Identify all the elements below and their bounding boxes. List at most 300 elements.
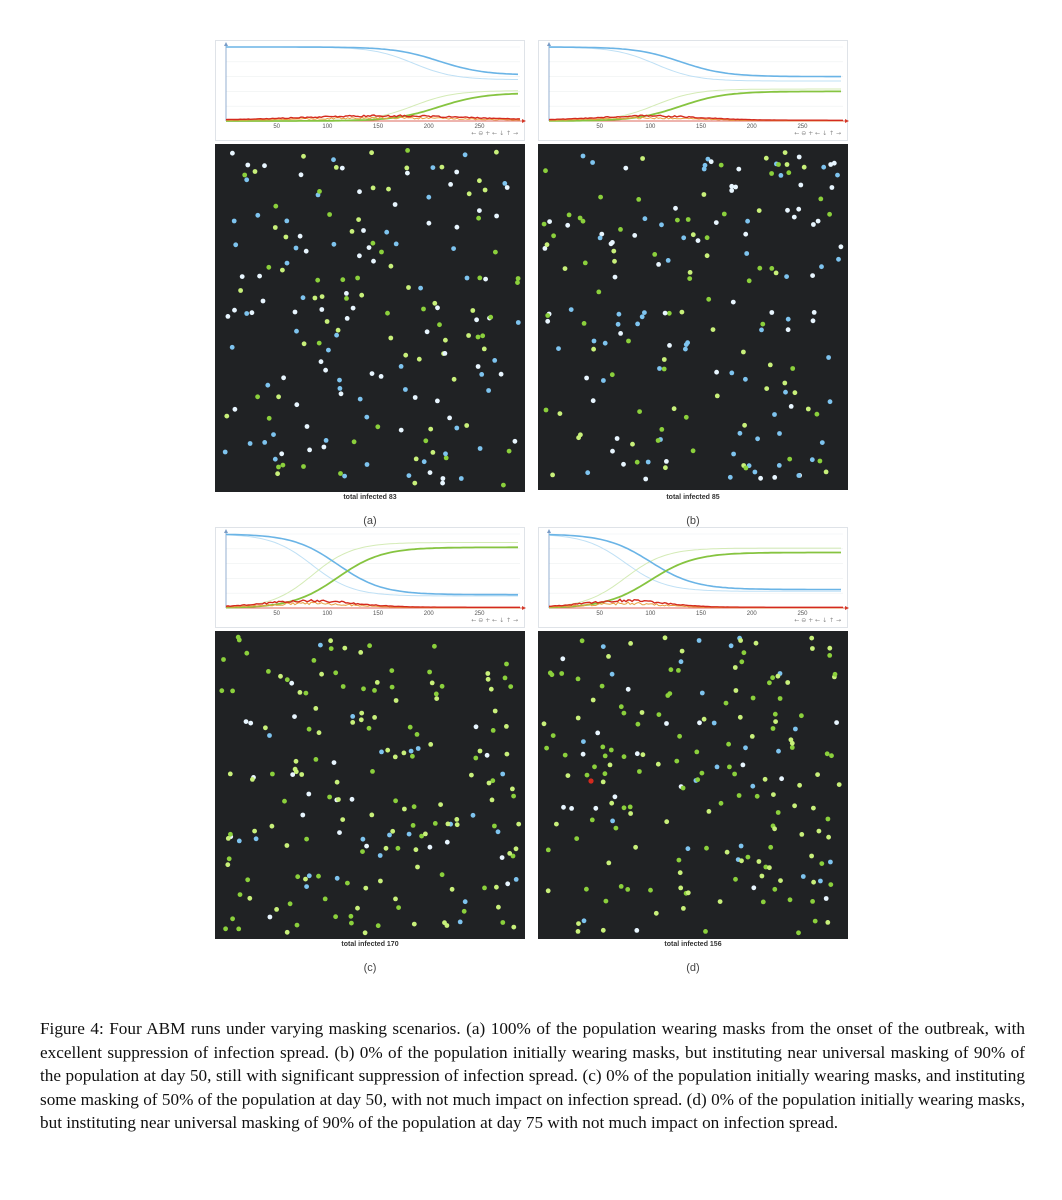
susceptible-agent bbox=[367, 245, 372, 250]
recovered-agent bbox=[614, 826, 619, 831]
recovered-agent bbox=[787, 457, 792, 462]
recovered-agent bbox=[470, 308, 475, 313]
susceptible-agent bbox=[289, 681, 294, 686]
susceptible-agent bbox=[729, 188, 734, 193]
recovered-agent bbox=[433, 821, 438, 826]
recovered-agent bbox=[294, 759, 299, 764]
recovered-agent bbox=[228, 772, 233, 777]
recovered-agent bbox=[809, 854, 814, 859]
susceptible-agent bbox=[394, 242, 399, 247]
recovered-agent bbox=[494, 885, 499, 890]
susceptible-agent bbox=[697, 638, 702, 643]
recovered-agent bbox=[733, 665, 738, 670]
recovered-agent bbox=[242, 173, 247, 178]
susceptible-agent bbox=[331, 157, 336, 162]
recovered-agent bbox=[489, 687, 494, 692]
recovered-agent bbox=[652, 252, 657, 257]
recovered-agent bbox=[493, 250, 498, 255]
recovered-agent bbox=[414, 847, 419, 852]
recovered-agent bbox=[285, 843, 290, 848]
recovered-agent bbox=[576, 677, 581, 682]
recovered-agent bbox=[767, 680, 772, 685]
susceptible-agent bbox=[595, 731, 600, 736]
recovered-agent bbox=[255, 394, 260, 399]
recovered-agent bbox=[402, 807, 407, 812]
recovered-agent bbox=[628, 805, 633, 810]
recovered-agent bbox=[359, 717, 364, 722]
simulation-view-b bbox=[538, 144, 848, 490]
recovered-agent bbox=[288, 901, 293, 906]
susceptible-agent bbox=[370, 371, 375, 376]
susceptible-agent bbox=[399, 364, 404, 369]
susceptible-agent bbox=[294, 246, 299, 251]
susceptible-agent bbox=[465, 276, 470, 281]
recovered-agent bbox=[747, 278, 752, 283]
recovered-agent bbox=[430, 681, 435, 686]
recovered-agent bbox=[247, 896, 252, 901]
susceptible-agent bbox=[686, 846, 691, 851]
x-tick-label: 250 bbox=[797, 611, 808, 617]
recovered-agent bbox=[715, 394, 720, 399]
recovered-agent bbox=[619, 884, 624, 889]
recovered-ghost-line bbox=[549, 89, 841, 121]
recovered-agent bbox=[546, 848, 551, 853]
recovered-agent bbox=[516, 822, 521, 827]
recovered-agent bbox=[550, 672, 555, 677]
susceptible-agent bbox=[378, 853, 383, 858]
susceptible-agent bbox=[474, 724, 479, 729]
recovered-agent bbox=[680, 649, 685, 654]
susceptible-agent bbox=[739, 844, 744, 849]
susceptible-agent bbox=[337, 378, 342, 383]
susceptible-agent bbox=[479, 372, 484, 377]
susceptible-agent bbox=[407, 832, 412, 837]
recovered-agent bbox=[317, 189, 322, 194]
susceptible-agent bbox=[244, 177, 249, 182]
susceptible-agent bbox=[640, 314, 645, 319]
susceptible-agent bbox=[828, 399, 833, 404]
recovered-agent bbox=[733, 877, 738, 882]
susceptible-agent bbox=[683, 347, 688, 352]
recovered-agent bbox=[737, 793, 742, 798]
susceptible-agent bbox=[581, 752, 586, 757]
recovered-agent bbox=[405, 148, 410, 153]
susceptible-agent bbox=[657, 366, 662, 371]
recovered-agent bbox=[576, 921, 581, 926]
recovered-agent bbox=[640, 156, 645, 161]
recovered-agent bbox=[558, 411, 563, 416]
recovered-agent bbox=[757, 266, 762, 271]
recovered-agent bbox=[483, 188, 488, 193]
recovered-agent bbox=[427, 670, 432, 675]
susceptible-agent bbox=[459, 476, 464, 481]
recovered-agent bbox=[486, 677, 491, 682]
susceptible-agent bbox=[232, 308, 237, 313]
recovered-agent bbox=[772, 826, 777, 831]
recovered-agent bbox=[751, 696, 756, 701]
susceptible-agent bbox=[494, 214, 499, 219]
recovered-agent bbox=[371, 241, 376, 246]
susceptible-agent bbox=[750, 784, 755, 789]
recovered-agent bbox=[825, 920, 830, 925]
susceptible-agent bbox=[634, 928, 639, 933]
recovered-agent bbox=[809, 636, 814, 641]
recovered-agent bbox=[507, 851, 512, 856]
recovered-agent bbox=[545, 242, 550, 247]
susceptible-agent bbox=[425, 329, 430, 334]
susceptible-agent bbox=[350, 797, 355, 802]
recovered-agent bbox=[385, 748, 390, 753]
recovered-agent bbox=[827, 646, 832, 651]
recovered-agent bbox=[677, 734, 682, 739]
recovered-agent bbox=[611, 249, 616, 254]
recovered-agent bbox=[703, 929, 708, 934]
recovered-agent bbox=[370, 769, 375, 774]
recovered-agent bbox=[818, 197, 823, 202]
recovered-agent bbox=[776, 162, 781, 167]
simulation-view-a bbox=[215, 144, 525, 492]
total-infected-b: total infected 85 bbox=[666, 494, 720, 501]
susceptible-agent bbox=[233, 242, 238, 247]
recovered-agent bbox=[389, 668, 394, 673]
recovered-agent bbox=[273, 225, 278, 230]
recovered-agent bbox=[662, 367, 667, 372]
susceptible-agent bbox=[257, 274, 262, 279]
recovered-agent bbox=[384, 846, 389, 851]
susceptible-agent bbox=[233, 407, 238, 412]
recovered-agent bbox=[799, 713, 804, 718]
susceptible-agent bbox=[323, 368, 328, 373]
susceptible-agent bbox=[273, 457, 278, 462]
susceptible-agent bbox=[643, 216, 648, 221]
recovered-agent bbox=[443, 338, 448, 343]
recovered-agent bbox=[691, 232, 696, 237]
susceptible-agent bbox=[664, 459, 669, 464]
recovered-agent bbox=[355, 276, 360, 281]
susceptible-agent bbox=[393, 202, 398, 207]
recovered-agent bbox=[677, 858, 682, 863]
recovered-agent bbox=[610, 372, 615, 377]
recovered-agent bbox=[333, 670, 338, 675]
recovered-agent bbox=[774, 271, 779, 276]
recovered-agent bbox=[702, 192, 707, 197]
susceptible-agent bbox=[592, 339, 597, 344]
recovered-agent bbox=[760, 874, 765, 879]
recovered-agent bbox=[245, 877, 250, 882]
recovered-agent bbox=[344, 296, 349, 301]
recovered-agent bbox=[340, 277, 345, 282]
x-tick-label: 250 bbox=[474, 124, 485, 130]
susceptible-agent bbox=[581, 739, 586, 744]
susceptible-agent bbox=[828, 860, 833, 865]
susceptible-agent bbox=[335, 876, 340, 881]
susceptible-agent bbox=[505, 185, 510, 190]
x-axis-arrow-icon bbox=[845, 606, 849, 610]
recovered-agent bbox=[446, 822, 451, 827]
susceptible-line bbox=[549, 535, 841, 590]
recovered-agent bbox=[662, 357, 667, 362]
recovered-agent bbox=[263, 725, 268, 730]
susceptible-agent bbox=[255, 213, 260, 218]
susceptible-agent bbox=[254, 836, 259, 841]
recovered-agent bbox=[785, 680, 790, 685]
recovered-agent bbox=[750, 734, 755, 739]
recovered-agent bbox=[702, 717, 707, 722]
recovered-agent bbox=[585, 773, 590, 778]
recovered-agent bbox=[358, 650, 363, 655]
recovered-agent bbox=[669, 667, 674, 672]
recovered-agent bbox=[378, 879, 383, 884]
recovered-agent bbox=[412, 804, 417, 809]
recovered-agent bbox=[739, 659, 744, 664]
recovered-agent bbox=[412, 922, 417, 927]
x-tick-label: 200 bbox=[423, 124, 434, 130]
recovered-agent bbox=[338, 471, 343, 476]
recovered-agent bbox=[625, 887, 630, 892]
recovered-agent bbox=[390, 685, 395, 690]
recovered-agent bbox=[687, 276, 692, 281]
recovered-agent bbox=[236, 927, 241, 932]
recovered-agent bbox=[510, 787, 515, 792]
recovered-agent bbox=[340, 817, 345, 822]
susceptible-agent bbox=[729, 184, 734, 189]
recovered-agent bbox=[320, 294, 325, 299]
susceptible-agent bbox=[769, 310, 774, 315]
sir-chart-svg-d bbox=[539, 528, 849, 629]
recovered-agent bbox=[744, 466, 749, 471]
recovered-agent bbox=[480, 333, 485, 338]
susceptible-agent bbox=[659, 222, 664, 227]
susceptible-agent bbox=[271, 432, 276, 437]
recovered-agent bbox=[678, 886, 683, 891]
recovered-agent bbox=[799, 832, 804, 837]
recovered-agent bbox=[734, 688, 739, 693]
recovered-agent bbox=[504, 662, 509, 667]
recovered-agent bbox=[778, 696, 783, 701]
susceptible-agent bbox=[379, 750, 384, 755]
susceptible-agent bbox=[384, 230, 389, 235]
susceptible-agent bbox=[743, 745, 748, 750]
recovered-agent bbox=[837, 782, 842, 787]
recovered-agent bbox=[667, 311, 672, 316]
figure-caption: Figure 4: Four ABM runs under varying masking scenarios. (a) 100% of the population wearing masks from the onset of the outbreak, with excellent suppression of infection spread. (b) 0% of the population initially wearing masks, but instituting near universal masking of 90% of the population at day 50, still with significant suppression of infection spread. (c) 0% of the population initially wearing masks, and instituting some masking of 50% of the population at day 50, with not much impact on infection spread. (d) 0% of the population initially wearing masks, but instituting near universal masking of 90% of the population at day 75 with not much impact on infection spread. bbox=[40, 1019, 1025, 1132]
susceptible-agent bbox=[245, 163, 250, 168]
recovered-agent bbox=[334, 165, 339, 170]
recovered-agent bbox=[738, 638, 743, 643]
recovered-agent bbox=[375, 424, 380, 429]
recovered-agent bbox=[776, 674, 781, 679]
susceptible-agent bbox=[681, 235, 686, 240]
x-tick-label: 100 bbox=[322, 124, 333, 130]
recovered-agent bbox=[267, 416, 272, 421]
recovered-agent bbox=[500, 920, 505, 925]
recovered-agent bbox=[628, 641, 633, 646]
susceptible-agent bbox=[365, 462, 370, 467]
recovered-agent bbox=[434, 692, 439, 697]
recovered-agent bbox=[327, 212, 332, 217]
recovered-agent bbox=[329, 646, 334, 651]
recovered-agent bbox=[285, 677, 290, 682]
susceptible-agent bbox=[560, 656, 565, 661]
susceptible-agent bbox=[500, 772, 505, 777]
recovered-agent bbox=[663, 635, 668, 640]
recovered-agent bbox=[771, 726, 776, 731]
susceptible-agent bbox=[821, 165, 826, 170]
susceptible-agent bbox=[244, 311, 249, 316]
recovered-agent bbox=[828, 882, 833, 887]
recovered-agent bbox=[686, 217, 691, 222]
recovered-agent bbox=[273, 204, 278, 209]
recovered-agent bbox=[253, 169, 258, 174]
susceptible-agent bbox=[399, 428, 404, 433]
recovered-agent bbox=[491, 728, 496, 733]
susceptible-agent bbox=[810, 457, 815, 462]
recovered-agent bbox=[477, 276, 482, 281]
recovered-agent bbox=[796, 930, 801, 935]
recovered-agent bbox=[619, 704, 624, 709]
susceptible-agent bbox=[240, 274, 245, 279]
recovered-agent bbox=[437, 322, 442, 327]
susceptible-agent bbox=[326, 348, 331, 353]
recovered-agent bbox=[284, 235, 289, 240]
susceptible-agent bbox=[230, 151, 235, 156]
susceptible-agent bbox=[777, 431, 782, 436]
recovered-agent bbox=[276, 394, 281, 399]
recovered-agent bbox=[393, 897, 398, 902]
recovered-agent bbox=[490, 798, 495, 803]
susceptible-agent bbox=[731, 452, 736, 457]
recovered-agent bbox=[349, 914, 354, 919]
recovered-agent bbox=[550, 473, 555, 478]
recovered-agent bbox=[301, 464, 306, 469]
susceptible-agent bbox=[337, 830, 342, 835]
recovered-agent bbox=[462, 909, 467, 914]
susceptible-agent bbox=[779, 173, 784, 178]
recovered-agent bbox=[546, 888, 551, 893]
recovered-agent bbox=[336, 797, 341, 802]
recovered-agent bbox=[386, 187, 391, 192]
susceptible-agent bbox=[744, 251, 749, 256]
susceptible-agent bbox=[835, 173, 840, 178]
susceptible-agent bbox=[798, 183, 803, 188]
susceptible-agent bbox=[582, 918, 587, 923]
susceptible-agent bbox=[777, 463, 782, 468]
recovered-agent bbox=[266, 265, 271, 270]
susceptible-agent bbox=[797, 155, 802, 160]
recovered-agent bbox=[295, 874, 300, 879]
susceptible-agent bbox=[590, 160, 595, 165]
recovered-agent bbox=[303, 877, 308, 882]
recovered-agent bbox=[360, 849, 365, 854]
recovered-ghost-line bbox=[549, 548, 841, 607]
recovered-agent bbox=[452, 377, 457, 382]
recovered-agent bbox=[768, 845, 773, 850]
recovered-agent bbox=[393, 798, 398, 803]
recovered-agent bbox=[402, 751, 407, 756]
susceptible-agent bbox=[811, 318, 816, 323]
susceptible-agent bbox=[294, 402, 299, 407]
recovered-agent bbox=[230, 689, 235, 694]
susceptible-agent bbox=[364, 415, 369, 420]
susceptible-agent bbox=[351, 306, 356, 311]
recovered-agent bbox=[551, 733, 556, 738]
x-tick-label: 200 bbox=[423, 611, 434, 617]
susceptible-agent bbox=[268, 915, 273, 920]
susceptible-agent bbox=[616, 322, 621, 327]
recovered-agent bbox=[341, 684, 346, 689]
simulation-view-d bbox=[538, 631, 848, 939]
recovered-line bbox=[549, 553, 841, 608]
chart-nav-controls: ← ⊖ + ← ↓ ↑ → bbox=[471, 617, 518, 624]
total-infected-a: total infected 83 bbox=[343, 494, 397, 501]
recovered-agent bbox=[450, 887, 455, 892]
susceptible-agent bbox=[826, 355, 831, 360]
recovered-agent bbox=[719, 801, 724, 806]
susceptible-agent bbox=[226, 314, 231, 319]
recovered-agent bbox=[591, 698, 596, 703]
recovered-agent bbox=[725, 850, 730, 855]
susceptible-agent bbox=[499, 372, 504, 377]
recovered-agent bbox=[367, 726, 372, 731]
recovered-agent bbox=[790, 745, 795, 750]
recovered-agent bbox=[681, 906, 686, 911]
recovered-agent bbox=[282, 799, 287, 804]
recovered-agent bbox=[226, 836, 231, 841]
susceptible-agent bbox=[307, 873, 312, 878]
x-tick-label: 100 bbox=[645, 124, 656, 130]
susceptible-agent bbox=[697, 720, 702, 725]
susceptible-agent bbox=[621, 462, 626, 467]
recovered-agent bbox=[672, 406, 677, 411]
recovered-ghost-line bbox=[226, 543, 518, 608]
recovered-agent bbox=[270, 824, 275, 829]
susceptible-agent bbox=[332, 242, 337, 247]
recovered-agent bbox=[493, 709, 498, 714]
recovered-agent bbox=[760, 322, 765, 327]
recovered-agent bbox=[705, 253, 710, 258]
recovered-agent bbox=[236, 635, 241, 640]
agents-svg-d bbox=[538, 631, 848, 939]
susceptible-agent bbox=[685, 340, 690, 345]
recovered-agent bbox=[763, 777, 768, 782]
susceptible-agent bbox=[379, 374, 384, 379]
recovered-agent bbox=[626, 339, 631, 344]
susceptible-agent bbox=[279, 451, 284, 456]
recovered-agent bbox=[811, 880, 816, 885]
susceptible-agent bbox=[556, 346, 561, 351]
susceptible-agent bbox=[601, 378, 606, 383]
susceptible-agent bbox=[776, 749, 781, 754]
recovered-agent bbox=[769, 266, 774, 271]
recovered-agent bbox=[389, 264, 394, 269]
susceptible-agent bbox=[357, 253, 362, 258]
recovered-agent bbox=[410, 754, 415, 759]
recovered-agent bbox=[440, 872, 445, 877]
recovered-agent bbox=[618, 227, 623, 232]
recovered-agent bbox=[686, 890, 691, 895]
susceptible-agent bbox=[250, 310, 255, 315]
susceptible-agent bbox=[294, 329, 299, 334]
susceptible-agent bbox=[304, 249, 309, 254]
susceptible-agent bbox=[441, 476, 446, 481]
susceptible-agent bbox=[428, 845, 433, 850]
susceptible-agent bbox=[581, 154, 586, 159]
y-axis-arrow-icon bbox=[547, 529, 551, 533]
x-tick-label: 150 bbox=[696, 611, 707, 617]
total-infected-c: total infected 170 bbox=[341, 941, 399, 948]
recovered-agent bbox=[423, 832, 428, 837]
susceptible-agent bbox=[783, 390, 788, 395]
